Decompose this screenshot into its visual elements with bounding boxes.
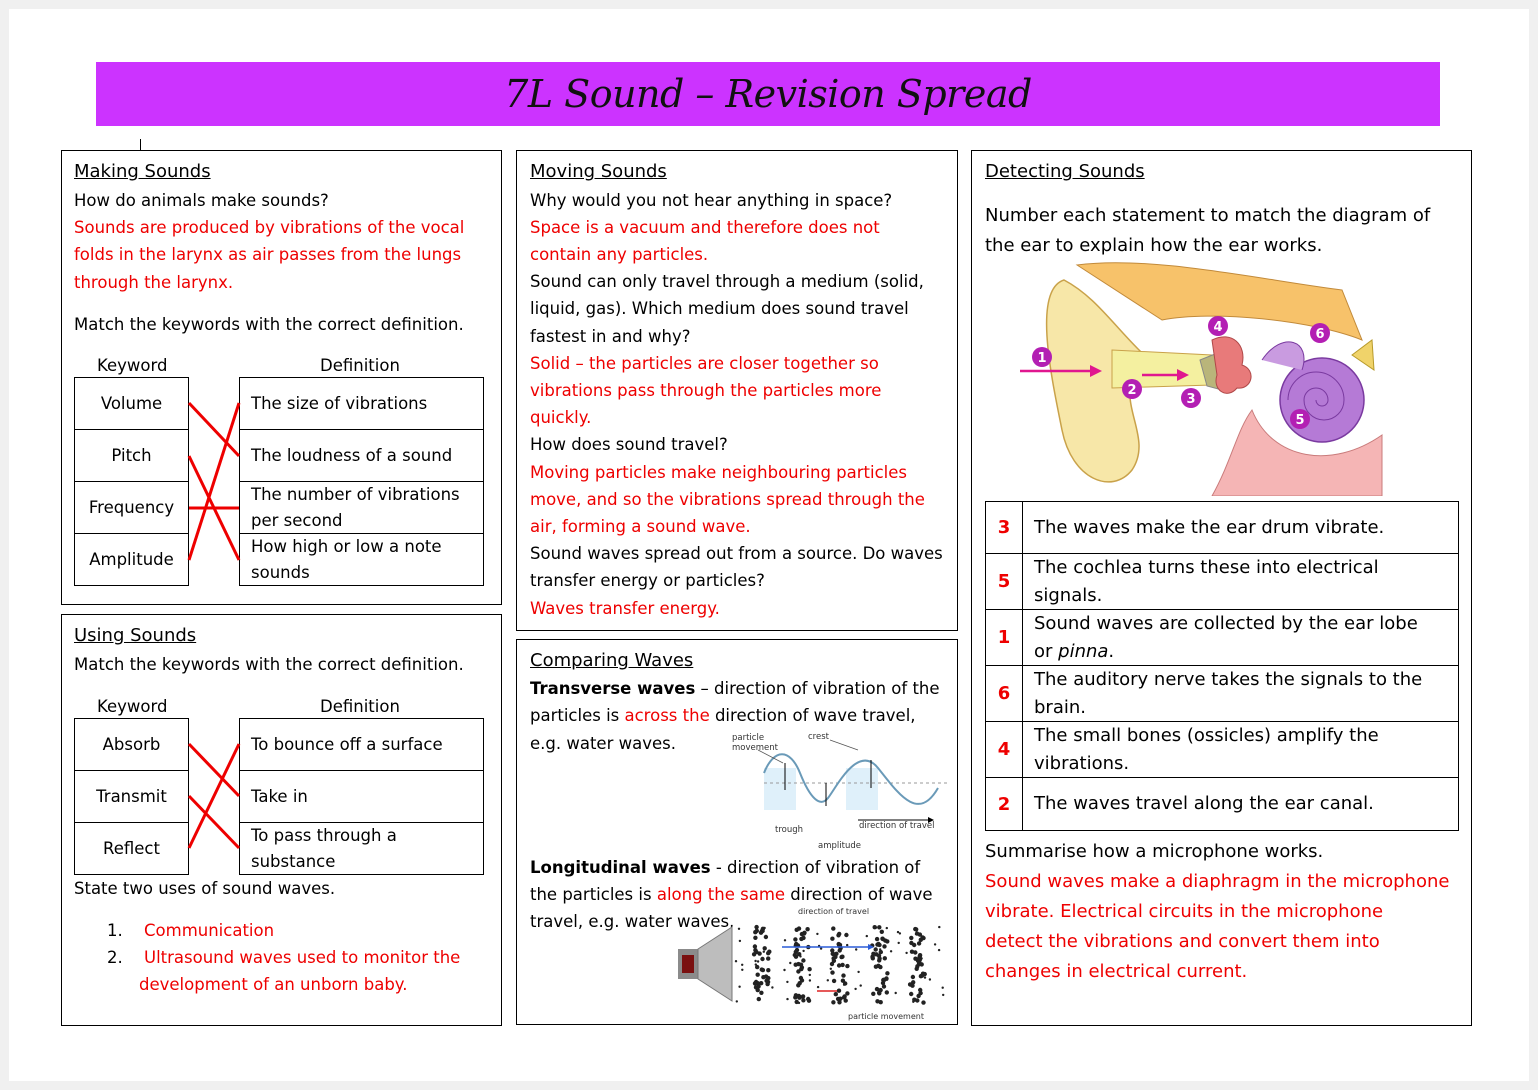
statement-line: brain. [1034,696,1086,718]
long-particle-label: particle movement [848,1012,924,1021]
making-question: How do animals make sounds? [74,191,329,210]
air-particle [830,970,834,974]
moving-q2: Sound can only travel through a medium (solid, [530,272,924,291]
air-particle [763,951,765,953]
air-particle [786,981,788,983]
air-particle [838,997,842,1001]
air-particle [754,950,758,954]
detecting-row [985,777,1459,831]
air-particle [840,963,844,967]
air-particle [830,948,834,952]
air-particle [875,999,879,1003]
air-particle [845,964,849,968]
air-particle [917,941,921,945]
mic-answer: vibrate. Electrical circuits in the microphone [985,901,1384,922]
air-particle [817,986,819,988]
air-particle [912,1001,914,1003]
air-particle [929,978,931,980]
longitudinal-term: Longitudinal waves [530,858,711,877]
definition-text: sounds [251,562,310,582]
particle-label: movement [732,743,778,753]
making-answer-line-1: Sounds are produced by vibrations of the vocal [74,218,465,237]
transverse-text: direction of wave travel, [709,706,916,725]
air-particle [921,1000,925,1004]
long-direction-label: direction of travel [798,907,870,916]
air-particle [800,932,804,936]
definition-text: To pass through a [251,825,397,845]
longitudinal-line-2 [530,881,933,908]
detecting-number: 4 [986,722,1023,777]
transverse-wave-diagram [728,728,954,854]
keyword-text: Reflect [103,839,160,858]
match-line [189,744,239,848]
air-particle [942,987,944,989]
moving-q3: How does sound travel? [530,435,728,454]
air-particle [802,996,804,998]
air-particle [757,960,759,962]
detecting-number: 1 [986,610,1023,665]
definition-text: The loudness of a sound [251,445,453,465]
transverse-highlight: across the [624,706,710,725]
air-particle [895,992,897,994]
statement-line: The cochlea turns these into electrical [1034,556,1379,578]
definition-text: per second [251,510,343,530]
using-instruction: Match the keywords with the correct definition. [74,655,464,674]
air-particle [806,997,810,1001]
mic-question: Summarise how a microphone works. [985,841,1324,862]
air-particle [765,982,769,986]
definition-text: Take in [251,786,308,806]
air-particle [831,956,835,960]
air-particle [805,927,809,931]
air-particle [877,954,881,958]
air-particle [837,989,841,993]
air-particle [910,950,914,954]
use-answer: Ultrasound waves used to monitor the [144,948,461,967]
keyword-text: Absorb [102,735,161,754]
air-particle [870,956,872,958]
mic-answer: Sound waves make a diaphragm in the microphone [985,871,1450,892]
air-particle [756,973,760,977]
direction-label: direction of travel [859,821,935,831]
air-particle [918,932,922,936]
statement-text: . [1108,640,1115,662]
air-particle [841,979,845,983]
detecting-row [985,553,1459,610]
air-particle [807,967,811,971]
air-particle [738,928,740,930]
air-particle [871,992,875,996]
air-particle [871,952,875,956]
keyword-text: Volume [100,394,163,413]
air-particle [783,969,785,971]
air-particle [920,957,922,959]
making-definition-header: Definition [320,356,400,375]
detecting-statement [1023,502,1458,553]
detecting-number: 5 [986,554,1023,609]
air-particle [855,948,857,950]
air-particle [938,926,940,928]
detecting-statement [1023,722,1458,777]
air-particle [755,963,757,965]
air-particle [882,984,886,988]
making-keyword-header: Keyword [97,356,168,375]
air-particle [827,979,829,981]
moving-q4: transfer energy or particles? [530,571,765,590]
air-particle [794,955,798,959]
moving-a4: Waves transfer energy. [530,599,720,618]
longitudinal-highlight: along the same [656,885,786,904]
comparing-waves-heading: Comparing Waves [530,650,694,671]
air-particle [914,927,918,931]
air-particle [753,936,757,940]
air-particle [753,930,757,934]
air-particle [913,957,917,961]
air-particle [761,968,765,972]
air-particle [846,944,848,946]
air-particle [843,984,845,986]
air-particle [771,986,773,988]
air-particle [809,974,811,976]
ear-marker: 1 [1037,351,1047,366]
air-particle [854,988,856,990]
air-particle [799,955,801,957]
moving-a1: Space is a vacuum and therefore does not [530,218,880,237]
amplitude-label: amplitude [818,841,861,851]
air-particle [890,950,892,952]
mic-answer: detect the vibrations and convert them into [985,931,1380,952]
detecting-statement [1023,666,1458,721]
air-particle [741,969,743,971]
match-line [189,744,239,796]
air-particle [766,968,770,972]
air-particle [908,983,910,985]
air-particle [875,987,879,991]
air-particle [857,971,859,973]
air-particle [794,963,798,967]
air-particle [760,957,764,961]
air-particle [735,960,737,962]
air-particle [820,947,822,949]
air-particle [886,979,888,981]
making-answer-line-2: folds in the larynx as air passes from the lungs [74,245,462,264]
air-particle [875,942,879,946]
air-particle [736,1000,738,1002]
cochlea-shape [1280,358,1364,442]
air-particle [921,972,925,976]
air-particle [837,942,841,946]
air-particle [831,1000,835,1004]
statement-line: The waves travel along the ear canal. [1034,793,1374,814]
ear-marker: 4 [1213,320,1223,335]
air-particle [830,937,834,941]
air-particle [838,948,842,952]
air-particle [836,933,840,937]
air-particle [915,933,917,935]
using-definition-header: Definition [320,697,400,716]
keyword-text: Pitch [111,446,152,465]
air-particle [883,938,887,942]
particle-field [735,925,945,1005]
air-particle [909,936,913,940]
transverse-term: Transverse waves [530,679,696,698]
making-instruction: Match the keywords with the correct definition. [74,315,464,334]
air-particle [761,975,765,979]
moving-q2: fastest in and why? [530,327,691,346]
air-particle [832,979,836,983]
detecting-instruction: Number each statement to match the diagram of [985,205,1431,226]
crest-label: crest [808,732,829,742]
air-particle [797,926,801,930]
air-particle [760,929,764,933]
air-particle [738,986,740,988]
air-particle [754,980,758,984]
particle-label: particle [732,733,765,743]
air-particle [938,949,940,951]
air-particle [911,980,915,984]
detecting-row [985,665,1459,722]
use-answer: Communication [144,921,275,940]
speaker-cone [682,955,694,973]
air-particle [816,933,818,935]
air-particle [786,998,788,1000]
statement-line: signals. [1034,584,1103,606]
label-leader [830,740,858,750]
moving-q4: Sound waves spread out from a source. Do waves [530,544,943,563]
definition-text: To bounce off a surface [251,734,443,754]
moving-a2: Solid – the particles are closer together so [530,354,879,373]
definition-text: The number of vibrations [251,484,460,504]
air-particle [763,946,767,950]
using-sounds-heading: Using Sounds [74,625,197,646]
air-particle [754,960,756,962]
trough-label: trough [775,825,804,835]
ossicles-shape [1212,337,1251,394]
air-particle [874,947,878,951]
air-particle [905,952,907,954]
air-particle [875,926,877,928]
uses-question: State two uses of sound waves. [74,879,336,898]
statement-line: vibrations. [1034,752,1130,774]
detecting-number: 6 [986,666,1023,721]
ear-marker: 2 [1127,383,1137,398]
air-particle [831,926,835,930]
air-particle [844,933,848,937]
air-particle [741,964,743,966]
moving-sounds-heading: Moving Sounds [530,161,667,182]
statement-line: The waves make the ear drum vibrate. [1034,516,1385,538]
ear-diagram [1012,260,1392,496]
air-particle [883,956,887,960]
use-number: 1. [107,921,123,940]
air-particle [759,991,763,995]
transverse-line-3: e.g. water waves. [530,734,676,753]
detecting-instruction: the ear to explain how the ear works. [985,235,1323,256]
definition-text: The size of vibrations [251,393,428,413]
air-particle [798,1002,800,1004]
air-particle [801,958,805,962]
air-particle [924,976,926,978]
detecting-number: 2 [986,778,1023,830]
moving-a3: air, forming a sound wave. [530,517,751,536]
air-particle [764,935,768,939]
air-particle [793,937,797,941]
use-answer: development of an unborn baby. [139,975,408,994]
transverse-line-2 [530,702,916,729]
detecting-number: 3 [986,502,1023,553]
air-particle [801,936,805,940]
air-particle [909,992,913,996]
air-particle [754,925,758,929]
air-particle [839,955,843,959]
air-particle [789,962,791,964]
air-particle [794,950,798,954]
longitudinal-text: direction of wave [785,885,933,904]
moving-a2: vibrations pass through the particles more [530,381,882,400]
moving-q1: Why would you not hear anything in space? [530,191,893,210]
air-particle [934,943,936,945]
detecting-statement [1023,778,1458,830]
wave-shade [764,768,796,810]
air-particle [886,927,888,929]
air-particle [918,988,922,992]
definition-text: How high or low a note [251,536,442,556]
longitudinal-wave-diagram [672,905,954,1023]
air-particle [841,973,845,977]
air-particle [763,927,765,929]
transverse-text: particles is [530,706,625,725]
speaker-horn [698,927,732,1001]
air-particle [875,937,879,941]
air-particle [874,965,878,969]
moving-a3: Moving particles make neighbouring particles [530,463,907,482]
detecting-sounds-heading: Detecting Sounds [985,161,1145,182]
air-particle [915,964,919,968]
air-particle [879,948,881,950]
wave-shade [846,768,878,810]
air-particle [866,935,868,937]
air-particle [911,975,915,979]
air-particle [757,997,761,1001]
detecting-statement [1023,610,1458,665]
longitudinal-line-1 [530,854,920,881]
air-particle [834,992,838,996]
making-answer-line-3: through the larynx. [74,273,234,292]
air-particle [766,956,770,960]
statement-line: The small bones (ossicles) amplify the [1034,724,1379,746]
match-line [189,796,239,848]
statement-line [1034,638,1418,666]
air-particle [880,930,884,934]
air-particle [860,984,862,986]
mic-answer: changes in electrical current. [985,961,1248,982]
ear-marker: 3 [1186,392,1196,407]
air-particle [830,962,834,966]
air-particle [756,988,760,992]
air-particle [882,944,886,948]
air-particle [845,991,849,995]
detecting-statement [1023,554,1458,609]
semicircular-canals [1262,342,1304,370]
air-particle [885,971,889,975]
statement-line: Sound waves are collected by the ear lobe [1034,612,1418,634]
keyword-text: Amplitude [89,550,174,569]
statement-text: or [1034,640,1059,662]
air-particle [920,962,924,966]
air-particle [942,994,944,996]
air-particle [784,939,786,941]
air-particle [766,976,770,980]
using-keyword-header: Keyword [97,697,168,716]
auditory-nerve-shape [1352,340,1374,370]
air-particle [753,944,757,948]
air-particle [909,941,913,945]
use-number: 2. [107,948,123,967]
air-particle [899,932,901,934]
air-particle [800,965,804,969]
longitudinal-line-3: travel, e.g. water waves. [530,912,735,931]
longitudinal-text: the particles is [530,885,657,904]
air-particle [739,940,741,942]
air-particle [918,953,922,957]
moving-q2: liquid, gas). Which medium does sound travel [530,299,909,318]
transverse-line-1 [530,675,940,702]
ear-marker: 5 [1295,413,1305,428]
air-particle [801,998,805,1002]
ear-marker: 6 [1315,327,1325,342]
air-particle [798,981,802,985]
air-particle [799,976,803,980]
longitudinal-text: - direction of vibration of [710,858,921,877]
air-particle [916,994,920,998]
air-particle [898,942,900,944]
air-particle [878,965,882,969]
moving-a1: contain any particles. [530,245,709,264]
definition-text: substance [251,851,336,871]
statement-line: The auditory nerve takes the signals to the [1034,668,1423,690]
air-particle [766,951,770,955]
page-title: 7L Sound – Revision Spread [504,72,1032,116]
detecting-row [985,501,1459,554]
keyword-text: Frequency [88,498,175,517]
air-particle [802,950,804,952]
moving-a3: move, and so the vibrations spread through the [530,490,925,509]
statement-italic: pinna [1058,640,1109,662]
air-particle [796,969,800,973]
air-particle [809,979,811,981]
air-particle [830,968,832,970]
transverse-text: – direction of vibration of the [695,679,940,698]
detecting-row [985,609,1459,666]
detecting-row [985,721,1459,778]
air-particle [915,998,919,1002]
making-sounds-heading: Making Sounds [74,161,211,182]
air-particle [885,990,889,994]
moving-a2: quickly. [530,408,592,427]
keyword-text: Transmit [96,787,167,806]
air-particle [877,925,881,929]
